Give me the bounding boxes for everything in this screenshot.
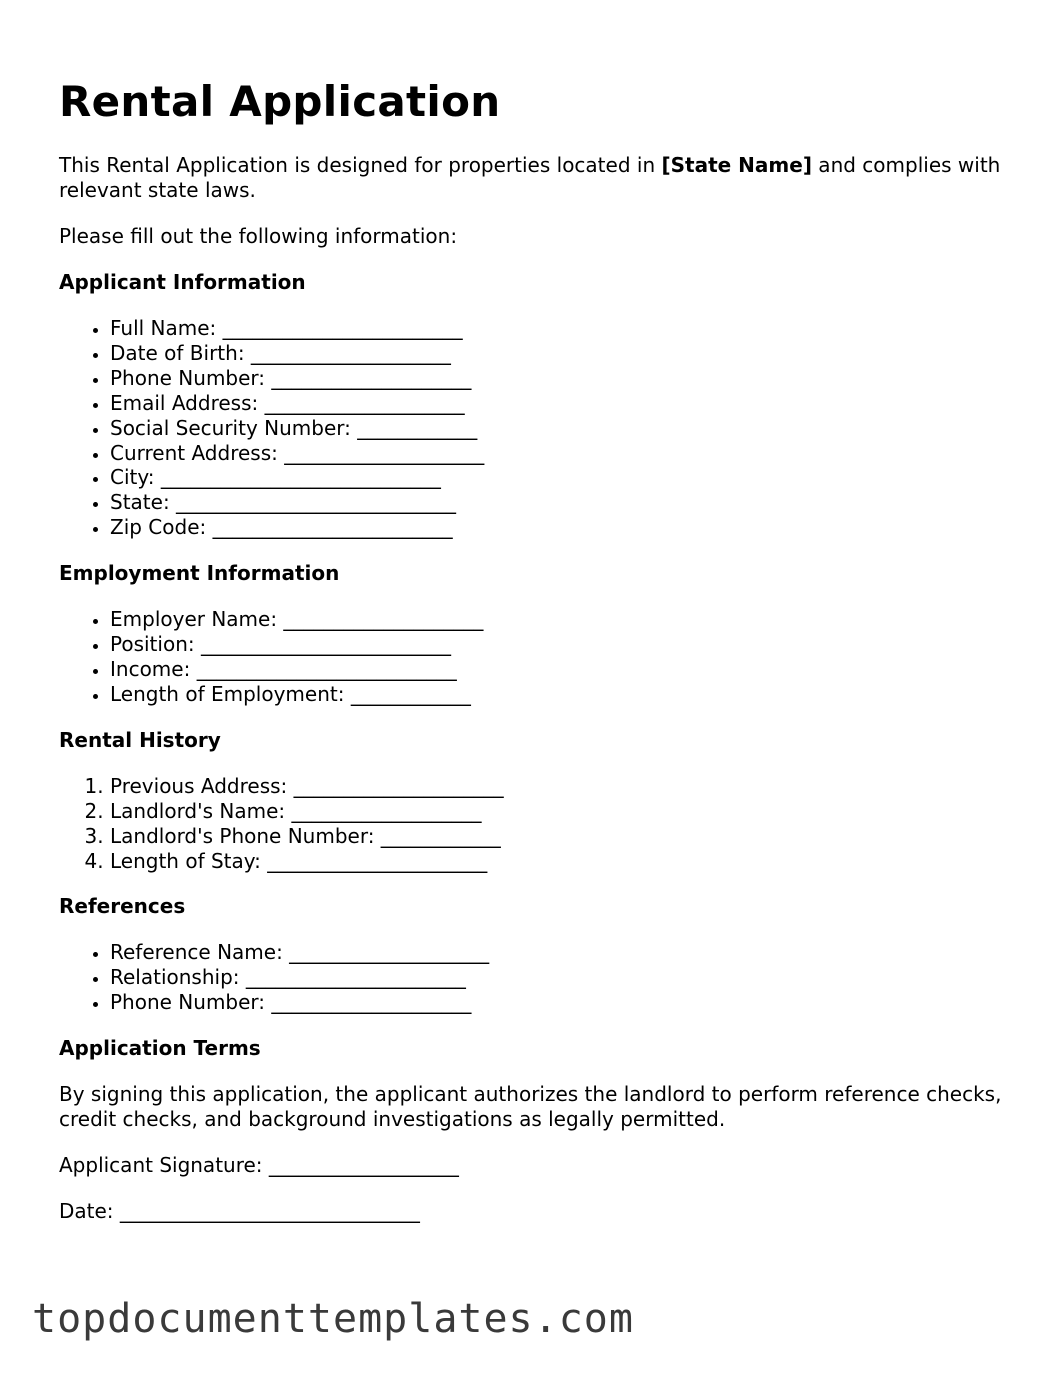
field-current-address[interactable]: • Current Address: ____________________ [110,441,1019,466]
field-relationship[interactable]: • Relationship: ______________________ [110,965,1019,990]
rental-history-fields [59,774,1019,874]
references-fields [59,940,1019,1015]
field-previous-address[interactable]: 1. Previous Address: _____________________ [110,774,1019,799]
intro-text-before: This Rental Application is designed for properties located in [59,153,662,177]
field-city[interactable]: • City: ____________________________ [110,465,1019,490]
field-phone-number[interactable]: • Phone Number: ____________________ [110,366,1019,391]
document [59,76,1019,1224]
field-length-of-employment[interactable]: • Length of Employment: ____________ [110,682,1019,707]
field-landlord-phone[interactable]: 3. Landlord's Phone Number: ____________ [110,824,1019,849]
applicant-heading: Applicant Information [59,270,306,294]
applicant-fields [59,316,1019,540]
page-title: Rental Application [59,77,501,126]
employment-heading: Employment Information [59,561,340,586]
field-ssn[interactable]: • Social Security Number: ____________ [110,416,1019,441]
state-name-placeholder: [State Name] [661,153,812,177]
field-reference-name[interactable]: • Reference Name: ____________________ [110,940,1019,965]
field-zip-code[interactable]: • Zip Code: ________________________ [110,515,1019,540]
employment-fields [59,607,1019,707]
field-date-of-birth[interactable]: • Date of Birth: ____________________ [110,341,1019,366]
instruction-text: Please fill out the following information: [59,224,458,248]
intro-text-after: and complies with relevant state laws. [59,153,1001,202]
field-length-of-stay[interactable]: 4. Length of Stay: ______________________ [110,849,1019,874]
field-position[interactable]: • Position: _________________________ [110,632,1019,657]
applicant-signature-field[interactable]: Applicant Signature: ___________________ [59,1153,459,1178]
date-field[interactable]: Date: ______________________________ [59,1199,420,1224]
field-landlord-name[interactable]: 2. Landlord's Name: ___________________ [110,799,1019,824]
field-email-address[interactable]: • Email Address: ____________________ [110,391,1019,416]
field-full-name[interactable]: • Full Name: ________________________ [110,316,1019,341]
field-income[interactable]: • Income: __________________________ [110,657,1019,682]
field-reference-phone[interactable]: • Phone Number: ____________________ [110,990,1019,1015]
intro-paragraph [59,153,1019,203]
field-employer-name[interactable]: • Employer Name: ____________________ [110,607,1019,632]
references-heading: References [59,894,186,919]
terms-text: By signing this application, the applicant authorizes the landlord to perform reference checks, credit checks, and background investigations as legally permitted. [59,1082,1002,1132]
field-state[interactable]: • State: ____________________________ [110,490,1019,515]
watermark: topdocumenttemplates.com [32,1296,634,1342]
terms-heading: Application Terms [59,1036,261,1061]
rental-history-heading: Rental History [59,727,221,752]
